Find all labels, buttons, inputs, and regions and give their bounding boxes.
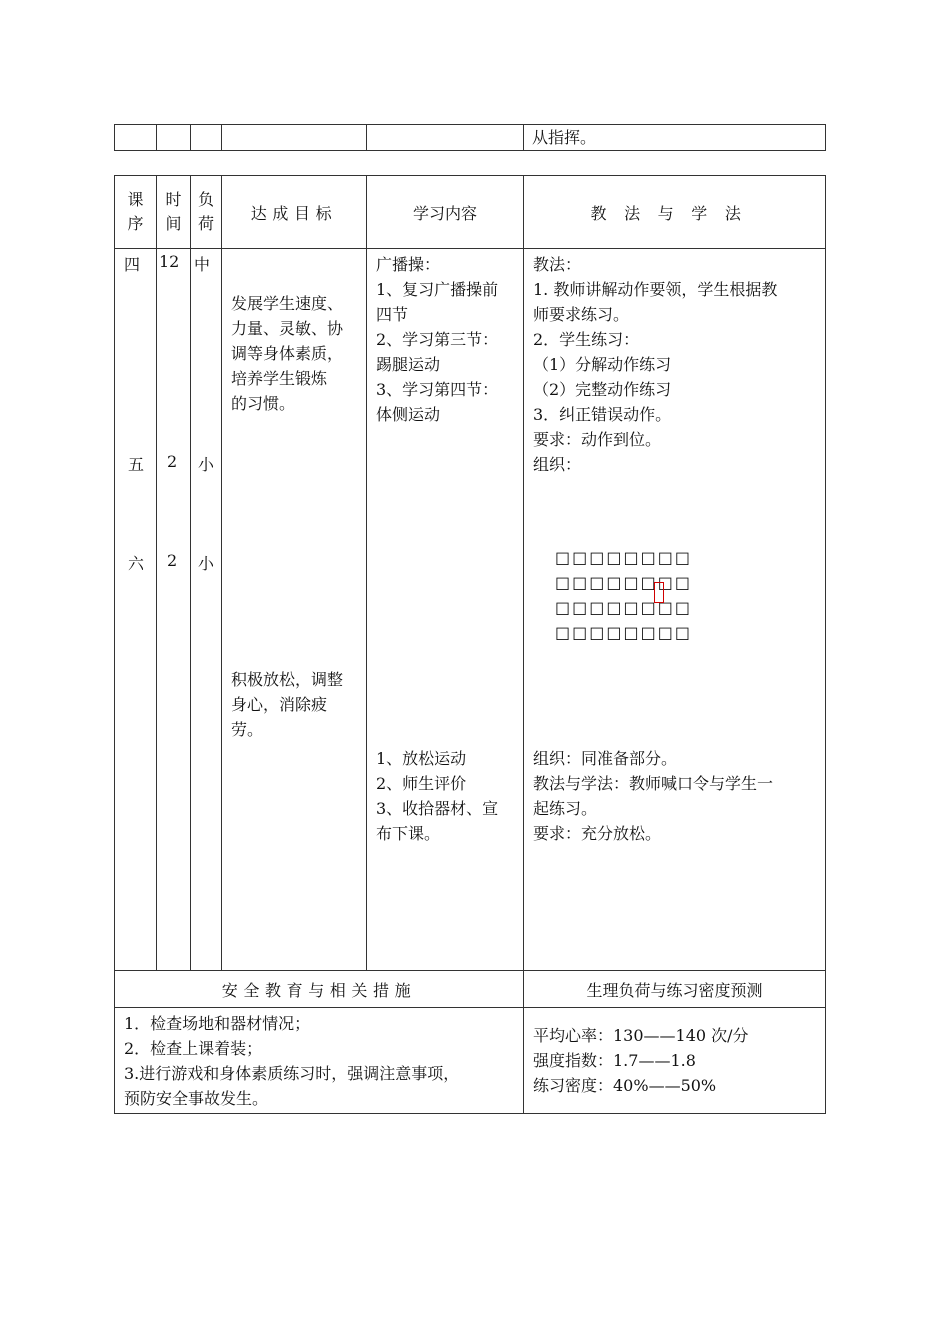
- lesson-body-row: [115, 249, 826, 971]
- list-item: 平均心率：130——140 次/分: [533, 1026, 749, 1045]
- load-5: 小: [198, 455, 215, 474]
- method-part1: 教法： 1. 教师讲解动作要领，学生根据教 师要求练习。 2．学生练习： （1）分解动作练习 （2）完整动作练习 3．纠正错误动作。 要求：动作到位。 组织：: [533, 255, 778, 474]
- formation-row: □□□□□□□□: [555, 548, 692, 567]
- safety-list: [115, 1008, 523, 1111]
- load-prediction-title: 生理负荷与练习密度预测: [586, 980, 763, 1000]
- previous-page-table-fragment: [114, 124, 826, 151]
- lesson-plan-table: [114, 175, 826, 1114]
- section-title-row: [115, 971, 826, 1008]
- header-content: 学习内容: [412, 203, 477, 223]
- order-6: 六: [128, 554, 145, 573]
- formation-row: □□□□□□□□: [555, 598, 692, 617]
- table-header-row: [115, 176, 826, 249]
- goal-part1: 发展学生速度、 力量、灵敏、协 调等身体素质， 培养学生锻炼 的习惯。: [231, 294, 344, 413]
- safety-title: 安全教育与相关措施: [221, 980, 417, 1000]
- load-prediction-list: [524, 1008, 825, 1098]
- header-method: 教法与学法: [590, 203, 759, 223]
- load-6: 小: [198, 554, 215, 573]
- content-part2: 1、放松运动 2、师生评价 3、收拾器材、宣 布下课。: [376, 749, 499, 843]
- load-4: 中: [194, 255, 211, 274]
- content-part1: 广播操： 1、复习广播操前 四节 2、学习第三节： 踢腿运动 3、学习第四节： 体侧运动: [376, 255, 499, 424]
- list-item: 强度指数：1.7——1.8: [533, 1051, 696, 1070]
- list-item: 1．检查场地和器材情况；: [124, 1014, 311, 1033]
- continued-text: 从指挥。: [532, 128, 597, 147]
- order-5: 五: [128, 455, 145, 474]
- goal-part2: 积极放松，调整 身心，消除疲 劳。: [231, 670, 344, 739]
- list-item: 2．检查上课着装；: [124, 1039, 263, 1058]
- time-4: 12: [159, 252, 180, 271]
- footer-row: [115, 1008, 826, 1114]
- list-item: 预防安全事故发生。: [124, 1089, 269, 1108]
- time-6: 2: [167, 551, 178, 570]
- formation-diagram: [533, 545, 692, 645]
- header-course-order: 课 序: [127, 190, 144, 233]
- time-5: 2: [167, 452, 178, 471]
- header-time: 时 间: [165, 190, 182, 233]
- formation-row: □□□□□□□□: [555, 623, 692, 642]
- formation-row: □□□□□□□□: [555, 573, 692, 592]
- teacher-position-icon: [654, 582, 664, 603]
- header-goal: 达成目标: [250, 203, 338, 223]
- header-load: 负 荷: [197, 190, 214, 233]
- order-4: 四: [124, 255, 141, 274]
- list-item: 练习密度：40%——50%: [533, 1076, 717, 1095]
- method-part2: 组织：同准备部分。 教法与学法：教师喊口令与学生一 起练习。 要求：充分放松。: [533, 749, 774, 843]
- list-item: 3.进行游戏和身体素质练习时，强调注意事项，: [124, 1064, 460, 1083]
